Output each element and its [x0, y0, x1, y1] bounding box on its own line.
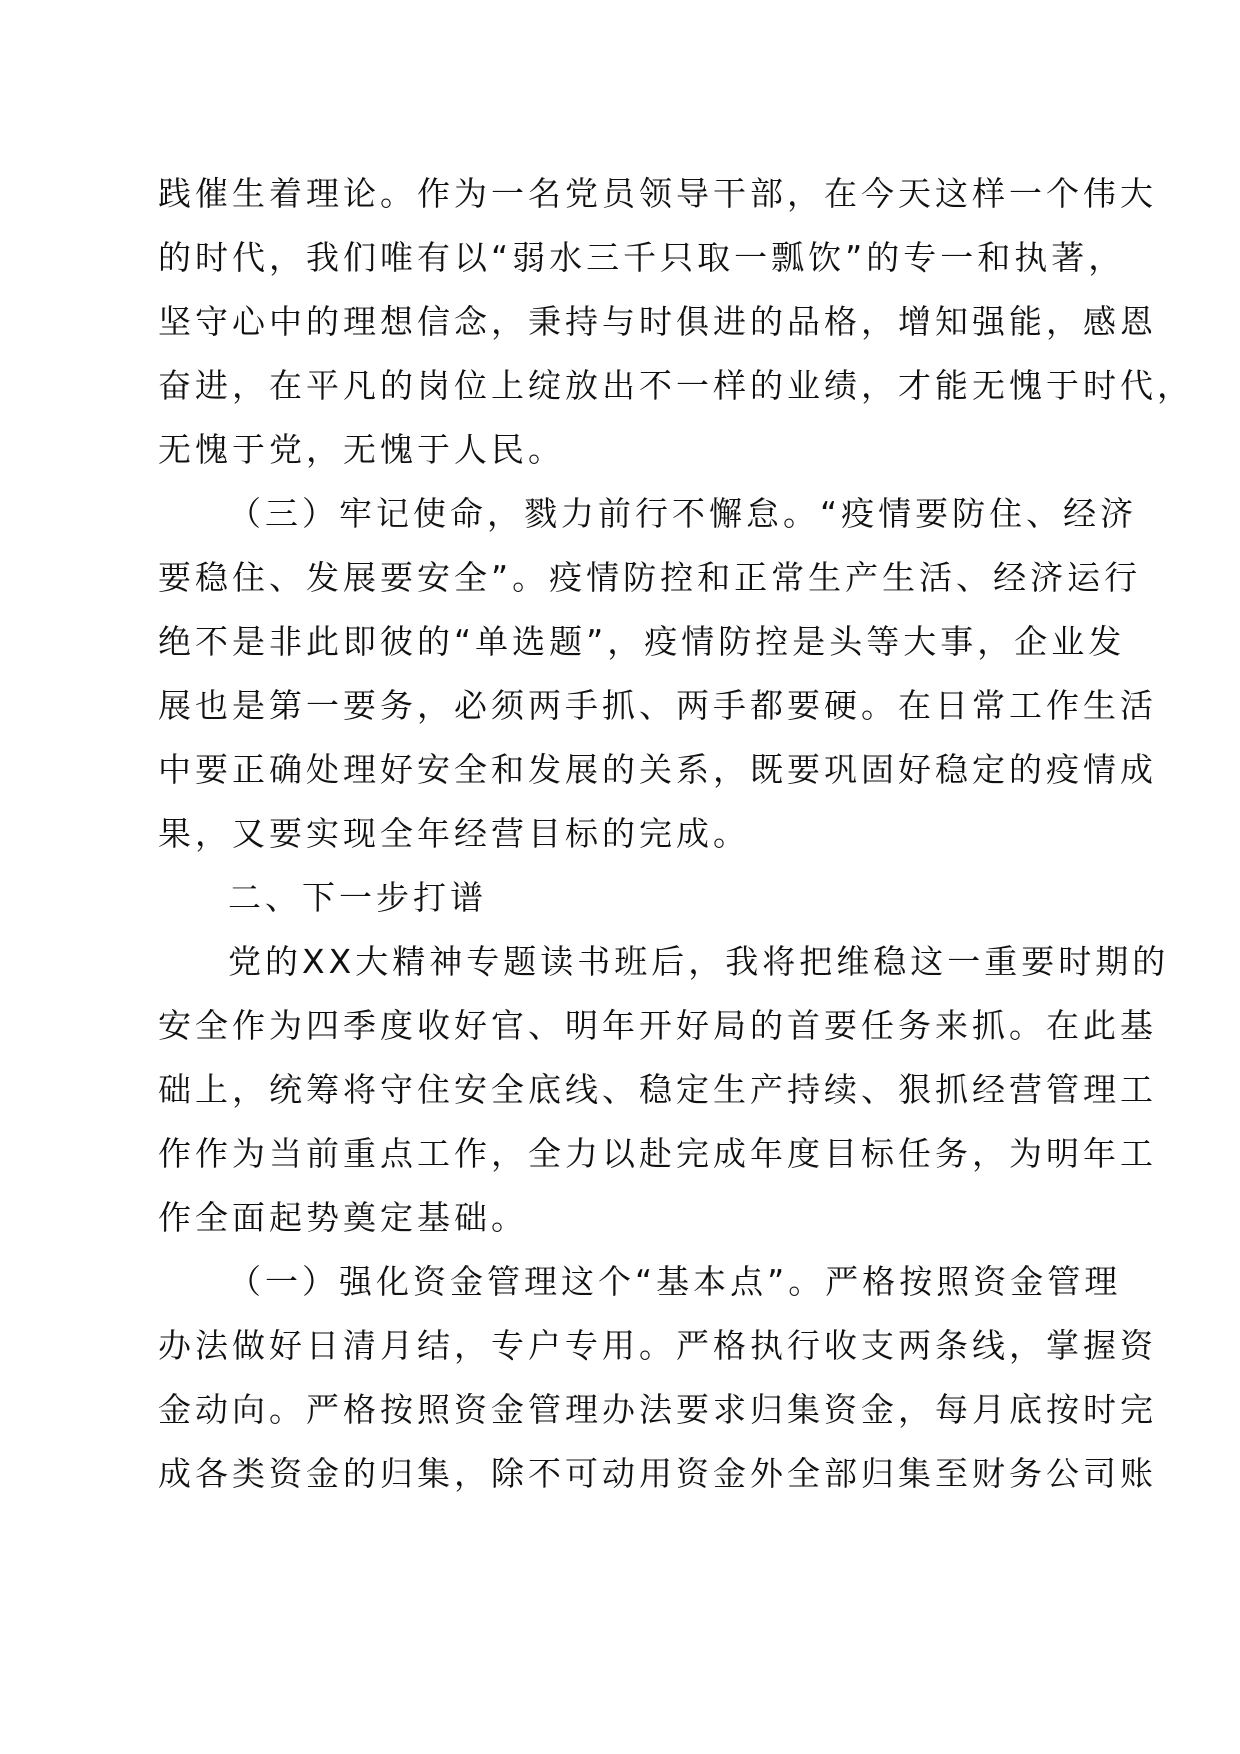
- section-heading-one: （一）强化资金管理这个“基本点”。严格按照资金管理: [228, 1262, 1122, 1301]
- paragraph-line: 奋进，在平凡的岗位上绽放出不一样的业绩，才能无愧于时代，: [158, 366, 1194, 405]
- paragraph-line: 的时代，我们唯有以“弱水三千只取一瓢饮”的专一和执著，: [158, 238, 1126, 277]
- paragraph-line: 果，又要实现全年经营目标的完成。: [158, 814, 750, 853]
- paragraph-line: 绝不是非此即彼的“单选题”，疫情防控是头等大事，企业发: [158, 622, 1126, 661]
- paragraph-line: 践催生着理论。作为一名党员领导干部，在今天这样一个伟大: [158, 174, 1157, 213]
- paragraph-line: 础上，统筹将守住安全底线、稳定生产持续、狠抓经营管理工: [158, 1070, 1157, 1109]
- paragraph-line: 作作为当前重点工作，全力以赴完成年度目标任务，为明年工: [158, 1134, 1157, 1173]
- paragraph-line: 要稳住、发展要安全”。疫情防控和正常生产生活、经济运行: [158, 558, 1142, 597]
- paragraph-line: 作全面起势奠定基础。: [158, 1198, 528, 1237]
- paragraph-line: 无愧于党，无愧于人民。: [158, 430, 565, 469]
- section-heading-three: （三）牢记使命，戮力前行不懈怠。“疫情要防住、经济: [228, 494, 1138, 533]
- paragraph-line: 办法做好日清月结，专户专用。严格执行收支两条线，掌握资: [158, 1326, 1157, 1365]
- paragraph-line: 坚守心中的理想信念，秉持与时俱进的品格，增知强能，感恩: [158, 302, 1157, 341]
- paragraph-line: 安全作为四季度收好官、明年开好局的首要任务来抓。在此基: [158, 1006, 1157, 1045]
- paragraph-line: 党的XX大精神专题读书班后，我将把维稳这一重要时期的: [228, 942, 1170, 981]
- paragraph-line: 中要正确处理好安全和发展的关系，既要巩固好稳定的疫情成: [158, 750, 1157, 789]
- paragraph-line: 金动向。严格按照资金管理办法要求归集资金，每月底按时完: [158, 1390, 1157, 1429]
- paragraph-line: 成各类资金的归集，除不可动用资金外全部归集至财务公司账: [158, 1454, 1157, 1493]
- paragraph-line: 展也是第一要务，必须两手抓、两手都要硬。在日常工作生活: [158, 686, 1157, 725]
- section-heading-two: 二、下一步打谱: [228, 878, 487, 917]
